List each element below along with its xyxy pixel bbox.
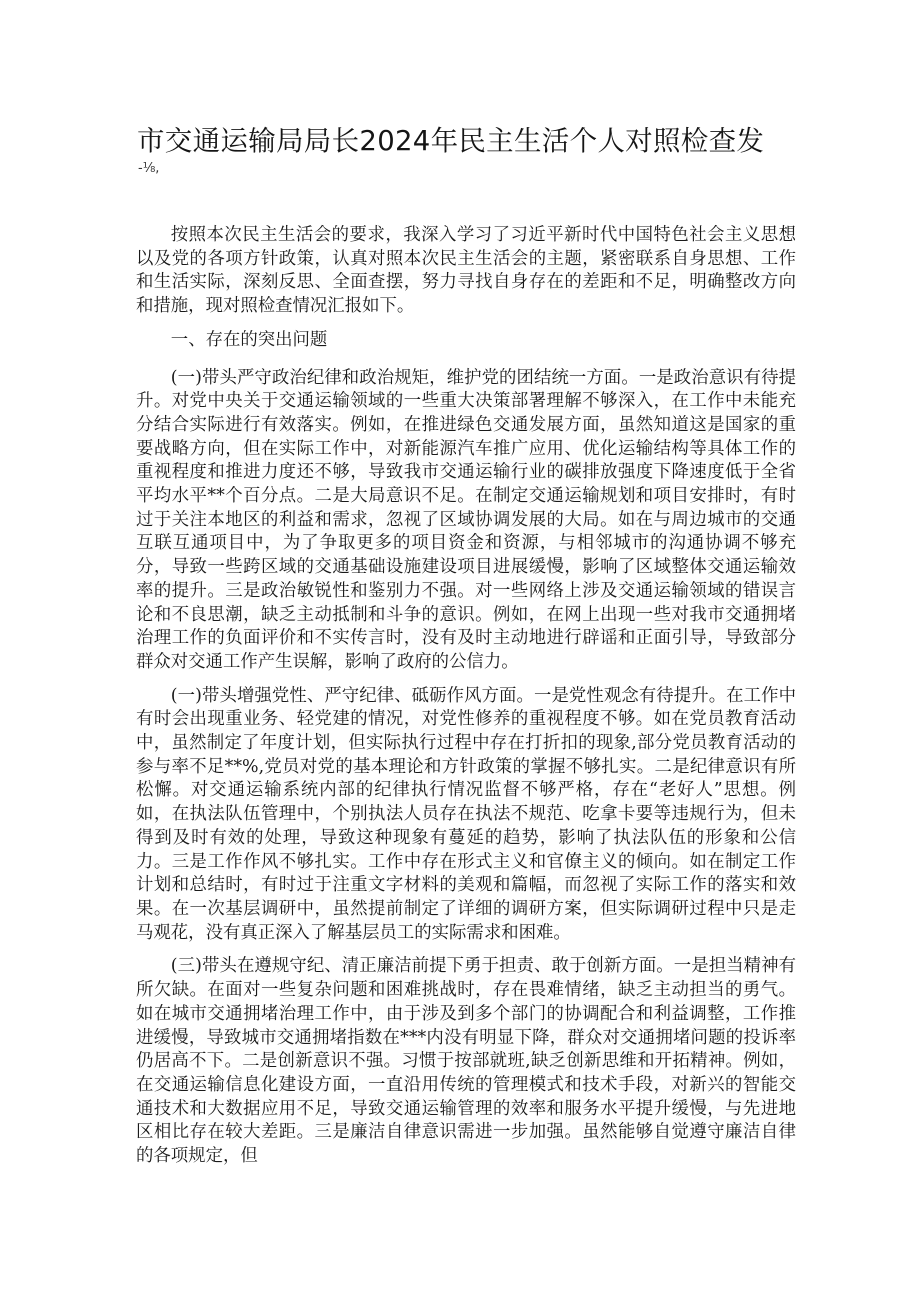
document-body: [136, 224, 796, 1179]
document-title: 市交通运输局局长2024年民主生活个人对照检查发: [137, 125, 765, 157]
section-paragraph-2: (一)带头增强党性、严守纪律、砥砺作风方面。一是党性观念有待提升。在工作中有时会出现重业务、轻党建的情况，对党性修养的重视程度不够。如在党员教育活动中，虽然制定了年度计划，但实际执行过程中存在打折扣的现象,部分党员教育活动的参与率不足**%,党员对党的基本理论和方针政策的掌握不够扎实。二是纪律意识有所松懈。对交通运输系统内部的纪律执行情况监督不够严格，存在“老好人”思想。例如，在执法队伍管理中，个别执法人员存在执法不规范、吃拿卡要等违规行为，但未得到及时有效的处理，导致这种现象有蔓延的趋势，影响了执法队伍的形象和公信力。三是工作作风不够扎实。工作中存在形式主义和官僚主义的倾向。如在制定工作计划和总结时，有时过于注重文字材料的美观和篇幅，而忽视了实际工作的落实和效果。在一次基层调研中，虽然提前制定了详细的调研方案，但实际调研过程中只是走马观花，没有真正深入了解基层员工的实际需求和困难。: [136, 685, 796, 943]
document-subtitle: -⅛,: [138, 161, 160, 176]
section-paragraph-1: (一)带头严守政治纪律和政治规矩，维护党的团结统一方面。一是政治意识有待提升。对党中央关于交通运输领域的一些重大决策部署理解不够深入，在工作中未能充分结合实际进行有效落实。例如，在推进绿色交通发展方面，虽然知道这是国家的重要战略方向，但在实际工作中，对新能源汽车推广应用、优化运输结构等具体工作的重视程度和推进力度还不够，导致我市交通运输行业的碳排放强度下降速度低于全省平均水平**个百分点。二是大局意识不足。在制定交通运输规划和项目安排时，有时过于关注本地区的利益和需求，忽视了区域协调发展的大局。如在与周边城市的交通互联互通项目中，为了争取更多的项目资金和资源，与相邻城市的沟通协调不够充分，导致一些跨区域的交通基础设施建设项目进展缓慢，影响了区域整体交通运输效率的提升。三是政治敏锐性和鉴别力不强。对一些网络上涉及交通运输领域的错误言论和不良思潮，缺乏主动抵制和斗争的意识。例如，在网上出现一些对我市交通拥堵治理工作的负面评价和不实传言时，没有及时主动地进行辟谣和正面引导，导致部分群众对交通工作产生误解，影响了政府的公信力。: [136, 367, 796, 672]
section-paragraph-3: (三)带头在遵规守纪、清正廉洁前提下勇于担责、敢于创新方面。一是担当精神有所欠缺。在面对一些复杂问题和困难挑战时，存在畏难情绪，缺乏主动担当的勇气。如在城市交通拥堵治理工作中，由于涉及到多个部门的协调配合和利益调整，工作推进缓慢，导致城市交通拥堵指数在***内没有明显下降，群众对交通拥堵问题的投诉率仍居高不下。二是创新意识不强。习惯于按部就班,缺乏创新思维和开拓精神。例如，在交通运输信息化建设方面，一直沿用传统的管理模式和技术手段，对新兴的智能交通技术和大数据应用不足，导致交通运输管理的效率和服务水平提升缓慢，与先进地区相比存在较大差距。三是廉洁自律意识需进一步加强。虽然能够自觉遵守廉洁自律的各项规定，但: [136, 956, 796, 1167]
section-heading: 一、存在的突出问题: [170, 329, 328, 350]
intro-paragraph: 按照本次民主生活会的要求，我深入学习了习近平新时代中国特色社会主义思想以及党的各项方针政策，认真对照本次民主生活会的主题，紧密联系自身思想、工作和生活实际，深刻反思、全面查摆，努力寻找自身存在的差距和不足，明确整改方向和措施，现对照检查情况汇报如下。: [136, 225, 796, 317]
